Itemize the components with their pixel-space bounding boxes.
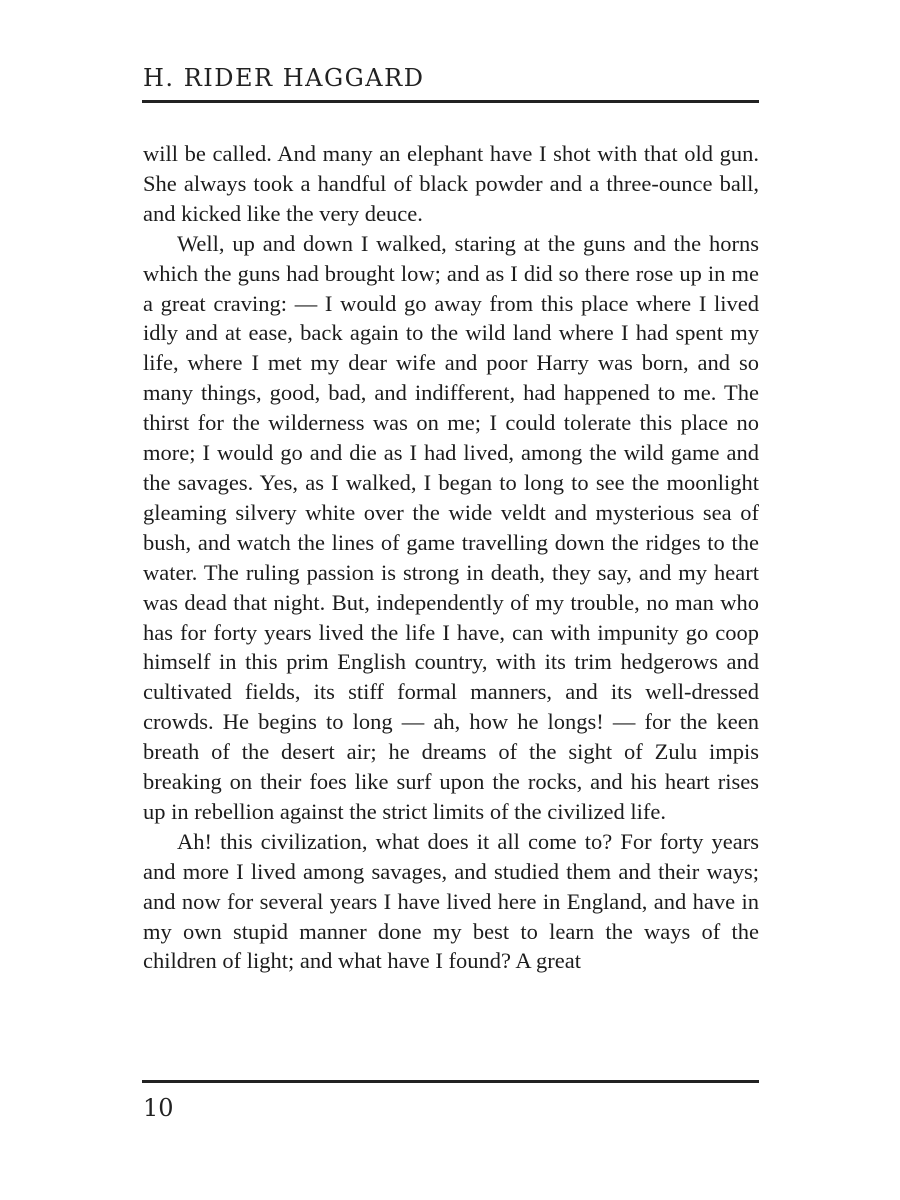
header-rule xyxy=(142,100,759,103)
paragraph: Well, up and down I walked, staring at the guns and the horns which the guns had brought low; and as I did so there rose up in me a great craving: — I would go away from this place where I lived idly and at ease, back again to the wild land where I had spent my life, where I met my dear wife and poor Harry was born, and so many things, good, bad, and indifferent, had happened to me. The thirst for the wilderness was on me; I could tolerate this place no more; I would go and die as I had lived, among the wild game and the savages. Yes, as I walked, I began to long to see the moonlight gleaming silvery white over the wide veldt and mysterious sea of bush, and watch the lines of game travelling down the ridges to the water. The ruling passion is strong in death, they say, and my heart was dead that night. But, independently of my trouble, no man who has for forty years lived the life I have, can with impunity go coop himself in this prim English country, with its trim hedgerows and cultivated fields, its stiff formal manners, and its well-dressed crowds. He begins to long — ah, how he longs! — for the keen breath of the desert air; he dreams of the sight of Zulu impis breaking on their foes like surf upon the rocks, and his heart rises up in rebellion against the strict limits of the civilized life. xyxy=(143,230,759,824)
paragraph: Ah! this civilization, what does it all come to? For forty years and more I lived among savages, and studied them and their ways; and now for several years I have lived here in England, and have in my own stupid manner done my best to learn the ways of the children of light; and what have I found? A great xyxy=(143,828,759,974)
footer-rule xyxy=(142,1080,759,1083)
paragraph-continued: will be called. And many an elephant have I shot with that old gun. She always took a handful of black powder and a three-ounce ball, and kicked like the very deuce. xyxy=(143,141,759,226)
body-text xyxy=(143,139,759,976)
page-number: 10 xyxy=(143,1094,174,1122)
running-header-title: H. RIDER HAGGARD xyxy=(143,64,425,92)
